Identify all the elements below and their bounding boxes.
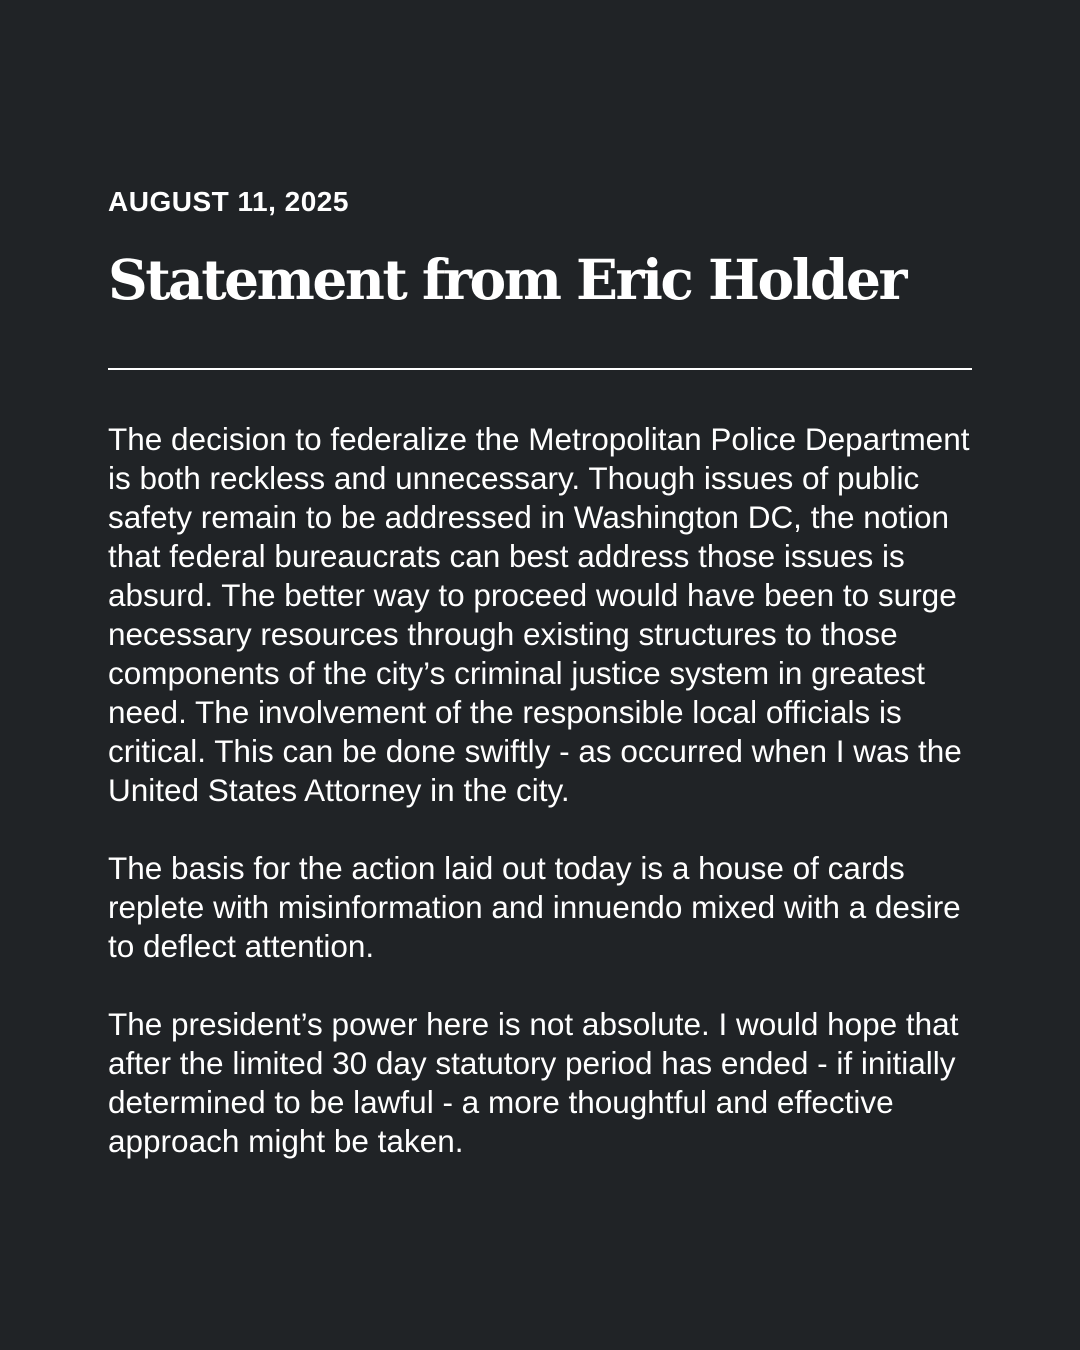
statement-body	[108, 420, 978, 1200]
statement-paragraph: The president’s power here is not absolute. I would hope that after the limited 30 day statutory period has ended - if initially determined to be lawful - a more thoughtful and effective approach might be taken.	[108, 1006, 959, 1159]
statement-paragraph: The decision to federalize the Metropolitan Police Department is both reckless and unnecessary. Though issues of public safety remain to be addressed in Washington DC, the notion that federal bureaucrats can best address those issues is absurd. The better way to proceed would have been to surge necessary resources through existing structures to those components of the city’s criminal justice system in greatest need. The involvement of the responsible local officials is critical. This can be done swiftly - as occurred when I was the United States Attorney in the city.	[108, 421, 970, 808]
statement-title: Statement from Eric Holder	[108, 247, 905, 312]
divider	[108, 368, 972, 370]
statement-date: AUGUST 11, 2025	[108, 186, 349, 217]
statement-paragraph: The basis for the action laid out today is a house of cards replete with misinformation and innuendo mixed with a desire to deflect attention.	[108, 850, 961, 964]
